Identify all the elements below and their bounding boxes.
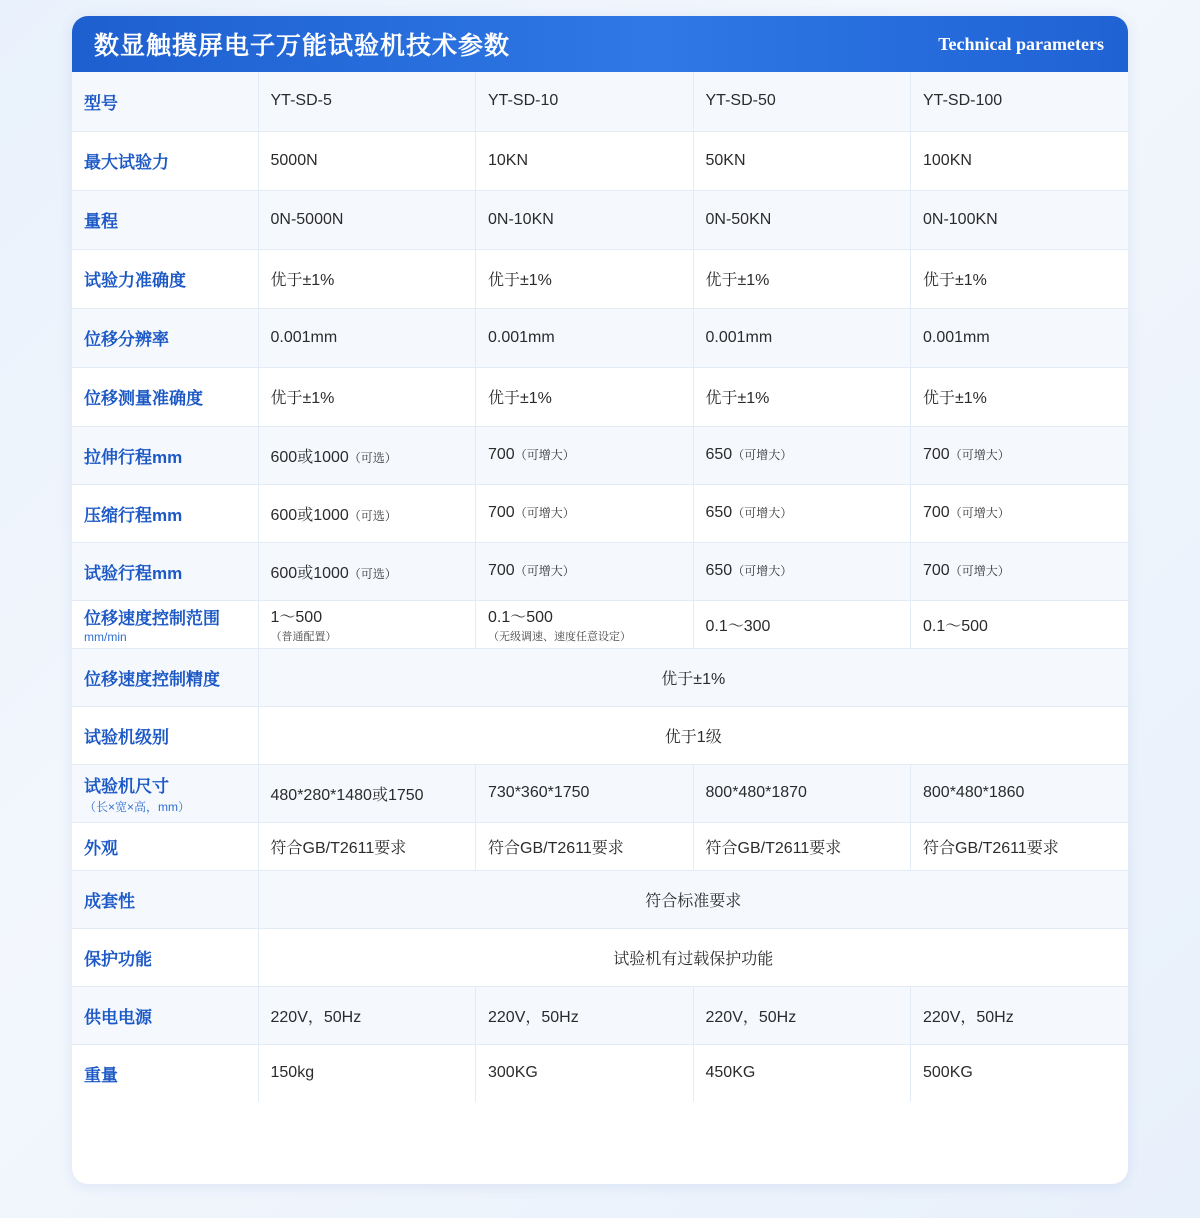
row-value-text: 符合GB/T2611要求 (488, 839, 624, 857)
row-value-cell (911, 484, 1129, 542)
row-label-text: 试验机级别 (84, 727, 169, 747)
row-label-text: 量程 (84, 212, 118, 231)
row-merged-value: 试验机有过载保护功能 (258, 928, 1128, 986)
table-row (72, 131, 1128, 190)
page-title-en: Technical parameters (938, 33, 1104, 54)
table-row (72, 706, 1128, 764)
table-row (72, 928, 1128, 986)
row-value-cell (258, 131, 476, 190)
row-value-text: 650 (705, 446, 733, 463)
row-value-text: 150kg (270, 1064, 315, 1082)
row-value-cell (476, 764, 694, 822)
row-label-text: 位移分辨率 (84, 330, 169, 349)
table-row (72, 648, 1128, 706)
row-value-cell (693, 249, 911, 308)
row-label-text: 位移速度控制精度 (84, 669, 220, 689)
row-value-cell (476, 249, 694, 308)
row-label (72, 870, 258, 928)
row-label (72, 648, 258, 706)
row-value-text: 优于±1% (270, 390, 335, 407)
row-value-cell (258, 764, 476, 822)
row-value-text: 600或1000 (270, 564, 349, 582)
row-label-text: 型号 (84, 93, 118, 113)
row-value-cell (258, 367, 476, 426)
row-value-cell (693, 986, 911, 1044)
row-value-text: 0.1～500 (923, 617, 988, 635)
row-label-text: 试验力准确度 (84, 271, 186, 290)
row-label-subtext: mm/min (84, 630, 127, 644)
row-value-text: YT-SD-100 (923, 92, 1003, 110)
row-value-note: （可选） (348, 566, 397, 581)
row-value-note: （可增大） (949, 506, 1010, 520)
row-value-cell (693, 308, 911, 367)
spec-sheet-card (72, 16, 1128, 1184)
row-value-text: 220V，50Hz (705, 1008, 797, 1026)
table-row (72, 822, 1128, 870)
row-value-cell (693, 190, 911, 249)
row-value-cell (476, 308, 694, 367)
row-value-cell (476, 600, 694, 648)
row-value-text: 220V，50Hz (923, 1008, 1014, 1026)
row-value-text: 优于±1% (488, 390, 552, 407)
row-value-text: 符合GB/T2611要求 (270, 839, 407, 857)
table-row (72, 986, 1128, 1044)
row-value-cell (693, 764, 911, 822)
row-value-text: 优于±1% (923, 390, 987, 407)
row-value-text: 700 (488, 446, 515, 463)
row-label (72, 986, 258, 1044)
row-value-text: 450KG (705, 1064, 756, 1082)
row-value-text: 700 (488, 562, 515, 579)
row-value-text: 700 (923, 446, 950, 463)
row-value-text: 300KG (488, 1064, 538, 1082)
row-label-text: 试验机尺寸 (84, 776, 169, 796)
row-value-cell (693, 600, 911, 648)
row-label (72, 542, 258, 600)
table-row (72, 72, 1128, 131)
row-value-cell (911, 600, 1129, 648)
row-label-subtext: （长×宽×高，mm） (84, 799, 191, 814)
row-value-note: （可选） (348, 508, 397, 523)
row-value-cell (693, 72, 911, 131)
row-label-text: 外观 (84, 838, 118, 858)
table-row (72, 600, 1128, 648)
row-value-text: 符合GB/T2611要求 (705, 839, 842, 857)
row-value-cell (693, 1044, 911, 1102)
row-value-text: YT-SD-10 (488, 92, 559, 110)
row-value-subnote: （无级调速、速度任意设定） (488, 631, 631, 643)
row-label-text: 位移测量准确度 (84, 389, 203, 408)
row-value-text: 500KG (923, 1064, 973, 1082)
row-value-text: 800*480*1870 (705, 784, 807, 801)
row-label (72, 131, 258, 190)
row-value-text: 700 (923, 504, 950, 521)
row-value-cell (476, 542, 694, 600)
row-value-cell (476, 190, 694, 249)
row-value-cell (911, 367, 1129, 426)
row-value-cell (258, 484, 476, 542)
table-row (72, 764, 1128, 822)
row-value-text: 650 (705, 504, 733, 521)
page-title-cn: 数显触摸屏电子万能试验机技术参数 (94, 32, 511, 60)
row-value-cell (911, 1044, 1129, 1102)
table-row (72, 484, 1128, 542)
row-value-cell (911, 190, 1129, 249)
row-merged-value: 优于1级 (258, 706, 1128, 764)
row-label (72, 484, 258, 542)
row-value-note: （可增大） (514, 506, 575, 520)
row-value-cell (258, 308, 476, 367)
table-row (72, 1044, 1128, 1102)
row-value-cell (258, 249, 476, 308)
table-row (72, 426, 1128, 484)
row-value-text: 730*360*1750 (488, 784, 590, 801)
row-value-cell (258, 822, 476, 870)
row-value-note: （可选） (348, 450, 397, 465)
row-label (72, 367, 258, 426)
row-value-text: 符合GB/T2611要求 (923, 839, 1059, 857)
row-value-cell (693, 484, 911, 542)
row-value-cell (911, 308, 1129, 367)
row-label-text: 保护功能 (84, 949, 152, 969)
row-value-cell (911, 986, 1129, 1044)
row-value-cell (911, 249, 1129, 308)
row-label (72, 1044, 258, 1102)
row-value-text: 220V，50Hz (270, 1008, 362, 1026)
row-value-cell (693, 426, 911, 484)
row-value-text: 220V，50Hz (488, 1008, 579, 1026)
row-value-cell (258, 72, 476, 131)
row-value-cell (476, 1044, 694, 1102)
row-label (72, 600, 258, 648)
row-value-cell (258, 542, 476, 600)
row-value-cell (476, 131, 694, 190)
row-value-cell (911, 764, 1129, 822)
row-value-note: （可增大） (514, 564, 575, 578)
row-value-text: 0N-50KN (705, 210, 772, 228)
row-value-text: 0N-5000N (270, 210, 344, 228)
row-value-cell (476, 986, 694, 1044)
row-value-cell (693, 542, 911, 600)
row-value-cell (476, 367, 694, 426)
row-label (72, 190, 258, 249)
row-label (72, 249, 258, 308)
row-value-text: 0N-100KN (923, 210, 998, 228)
row-value-cell (911, 426, 1129, 484)
row-label-text: 成套性 (84, 891, 135, 911)
row-value-text: 600或1000 (270, 448, 349, 466)
row-value-cell (693, 822, 911, 870)
row-value-text: 0.001mm (923, 328, 990, 346)
row-value-cell (476, 72, 694, 131)
row-merged-value: 符合标准要求 (258, 870, 1128, 928)
row-value-cell (258, 426, 476, 484)
row-label-text: 拉伸行程mm (84, 447, 183, 467)
row-value-cell (693, 131, 911, 190)
row-label-text: 试验行程mm (84, 563, 183, 583)
row-value-text: 0.001mm (270, 328, 338, 346)
row-value-note: （可增大） (732, 448, 793, 462)
row-value-text: 0.001mm (705, 328, 773, 346)
row-value-text: 0.1～500 (488, 609, 553, 626)
row-value-cell (258, 986, 476, 1044)
row-value-cell (476, 822, 694, 870)
row-value-cell (476, 426, 694, 484)
row-label (72, 706, 258, 764)
row-value-text: 700 (923, 562, 950, 579)
row-label (72, 822, 258, 870)
row-label-text: 压缩行程mm (84, 505, 183, 525)
row-merged-value: 优于±1% (258, 648, 1128, 706)
spec-sheet-header (72, 16, 1128, 72)
row-value-note: （可增大） (732, 564, 793, 578)
row-value-text: 650 (705, 562, 733, 579)
table-row (72, 367, 1128, 426)
row-value-text: 700 (488, 504, 515, 521)
row-value-subnote: （普通配置） (270, 631, 337, 643)
row-label-text: 供电电源 (84, 1007, 152, 1027)
row-value-note: （可增大） (514, 448, 575, 462)
row-value-text: 800*480*1860 (923, 784, 1025, 801)
row-value-text: 0.001mm (488, 328, 555, 346)
row-label (72, 764, 258, 822)
table-row (72, 190, 1128, 249)
row-value-text: 50KN (705, 151, 746, 169)
row-value-text: 10KN (488, 151, 529, 169)
row-value-text: 0.1～300 (705, 617, 771, 635)
row-value-cell (258, 1044, 476, 1102)
row-value-text: 0N-10KN (488, 210, 554, 228)
row-value-text: YT-SD-50 (705, 92, 776, 110)
row-value-cell (911, 822, 1129, 870)
row-value-cell (258, 600, 476, 648)
table-row (72, 542, 1128, 600)
row-value-cell (911, 72, 1129, 131)
row-value-cell (693, 367, 911, 426)
row-label-text: 位移速度控制范围 (84, 609, 220, 628)
row-value-note: （可增大） (949, 448, 1010, 462)
row-value-cell (911, 542, 1129, 600)
row-value-cell (258, 190, 476, 249)
row-value-note: （可增大） (949, 564, 1010, 578)
row-value-cell (911, 131, 1129, 190)
row-value-text: 优于±1% (705, 272, 770, 289)
table-row (72, 308, 1128, 367)
row-value-text: 优于±1% (923, 272, 987, 289)
row-value-text: 优于±1% (488, 272, 552, 289)
row-value-text: 100KN (923, 151, 972, 169)
row-value-cell (476, 484, 694, 542)
row-value-text: 5000N (270, 151, 318, 169)
row-label (72, 426, 258, 484)
row-value-text: 优于±1% (270, 272, 335, 289)
row-value-note: （可增大） (732, 506, 793, 520)
row-label (72, 928, 258, 986)
row-label-text: 重量 (84, 1065, 118, 1085)
row-value-text: 优于±1% (705, 390, 770, 407)
row-value-text: YT-SD-5 (270, 92, 332, 110)
row-value-text: 1～500 (270, 609, 323, 626)
technical-parameters-table (72, 72, 1128, 1102)
table-row (72, 249, 1128, 308)
table-row (72, 870, 1128, 928)
row-label (72, 72, 258, 131)
row-label (72, 308, 258, 367)
row-label-text: 最大试验力 (84, 153, 169, 172)
row-value-text: 480*280*1480或1750 (270, 786, 424, 804)
row-value-text: 600或1000 (270, 506, 349, 524)
